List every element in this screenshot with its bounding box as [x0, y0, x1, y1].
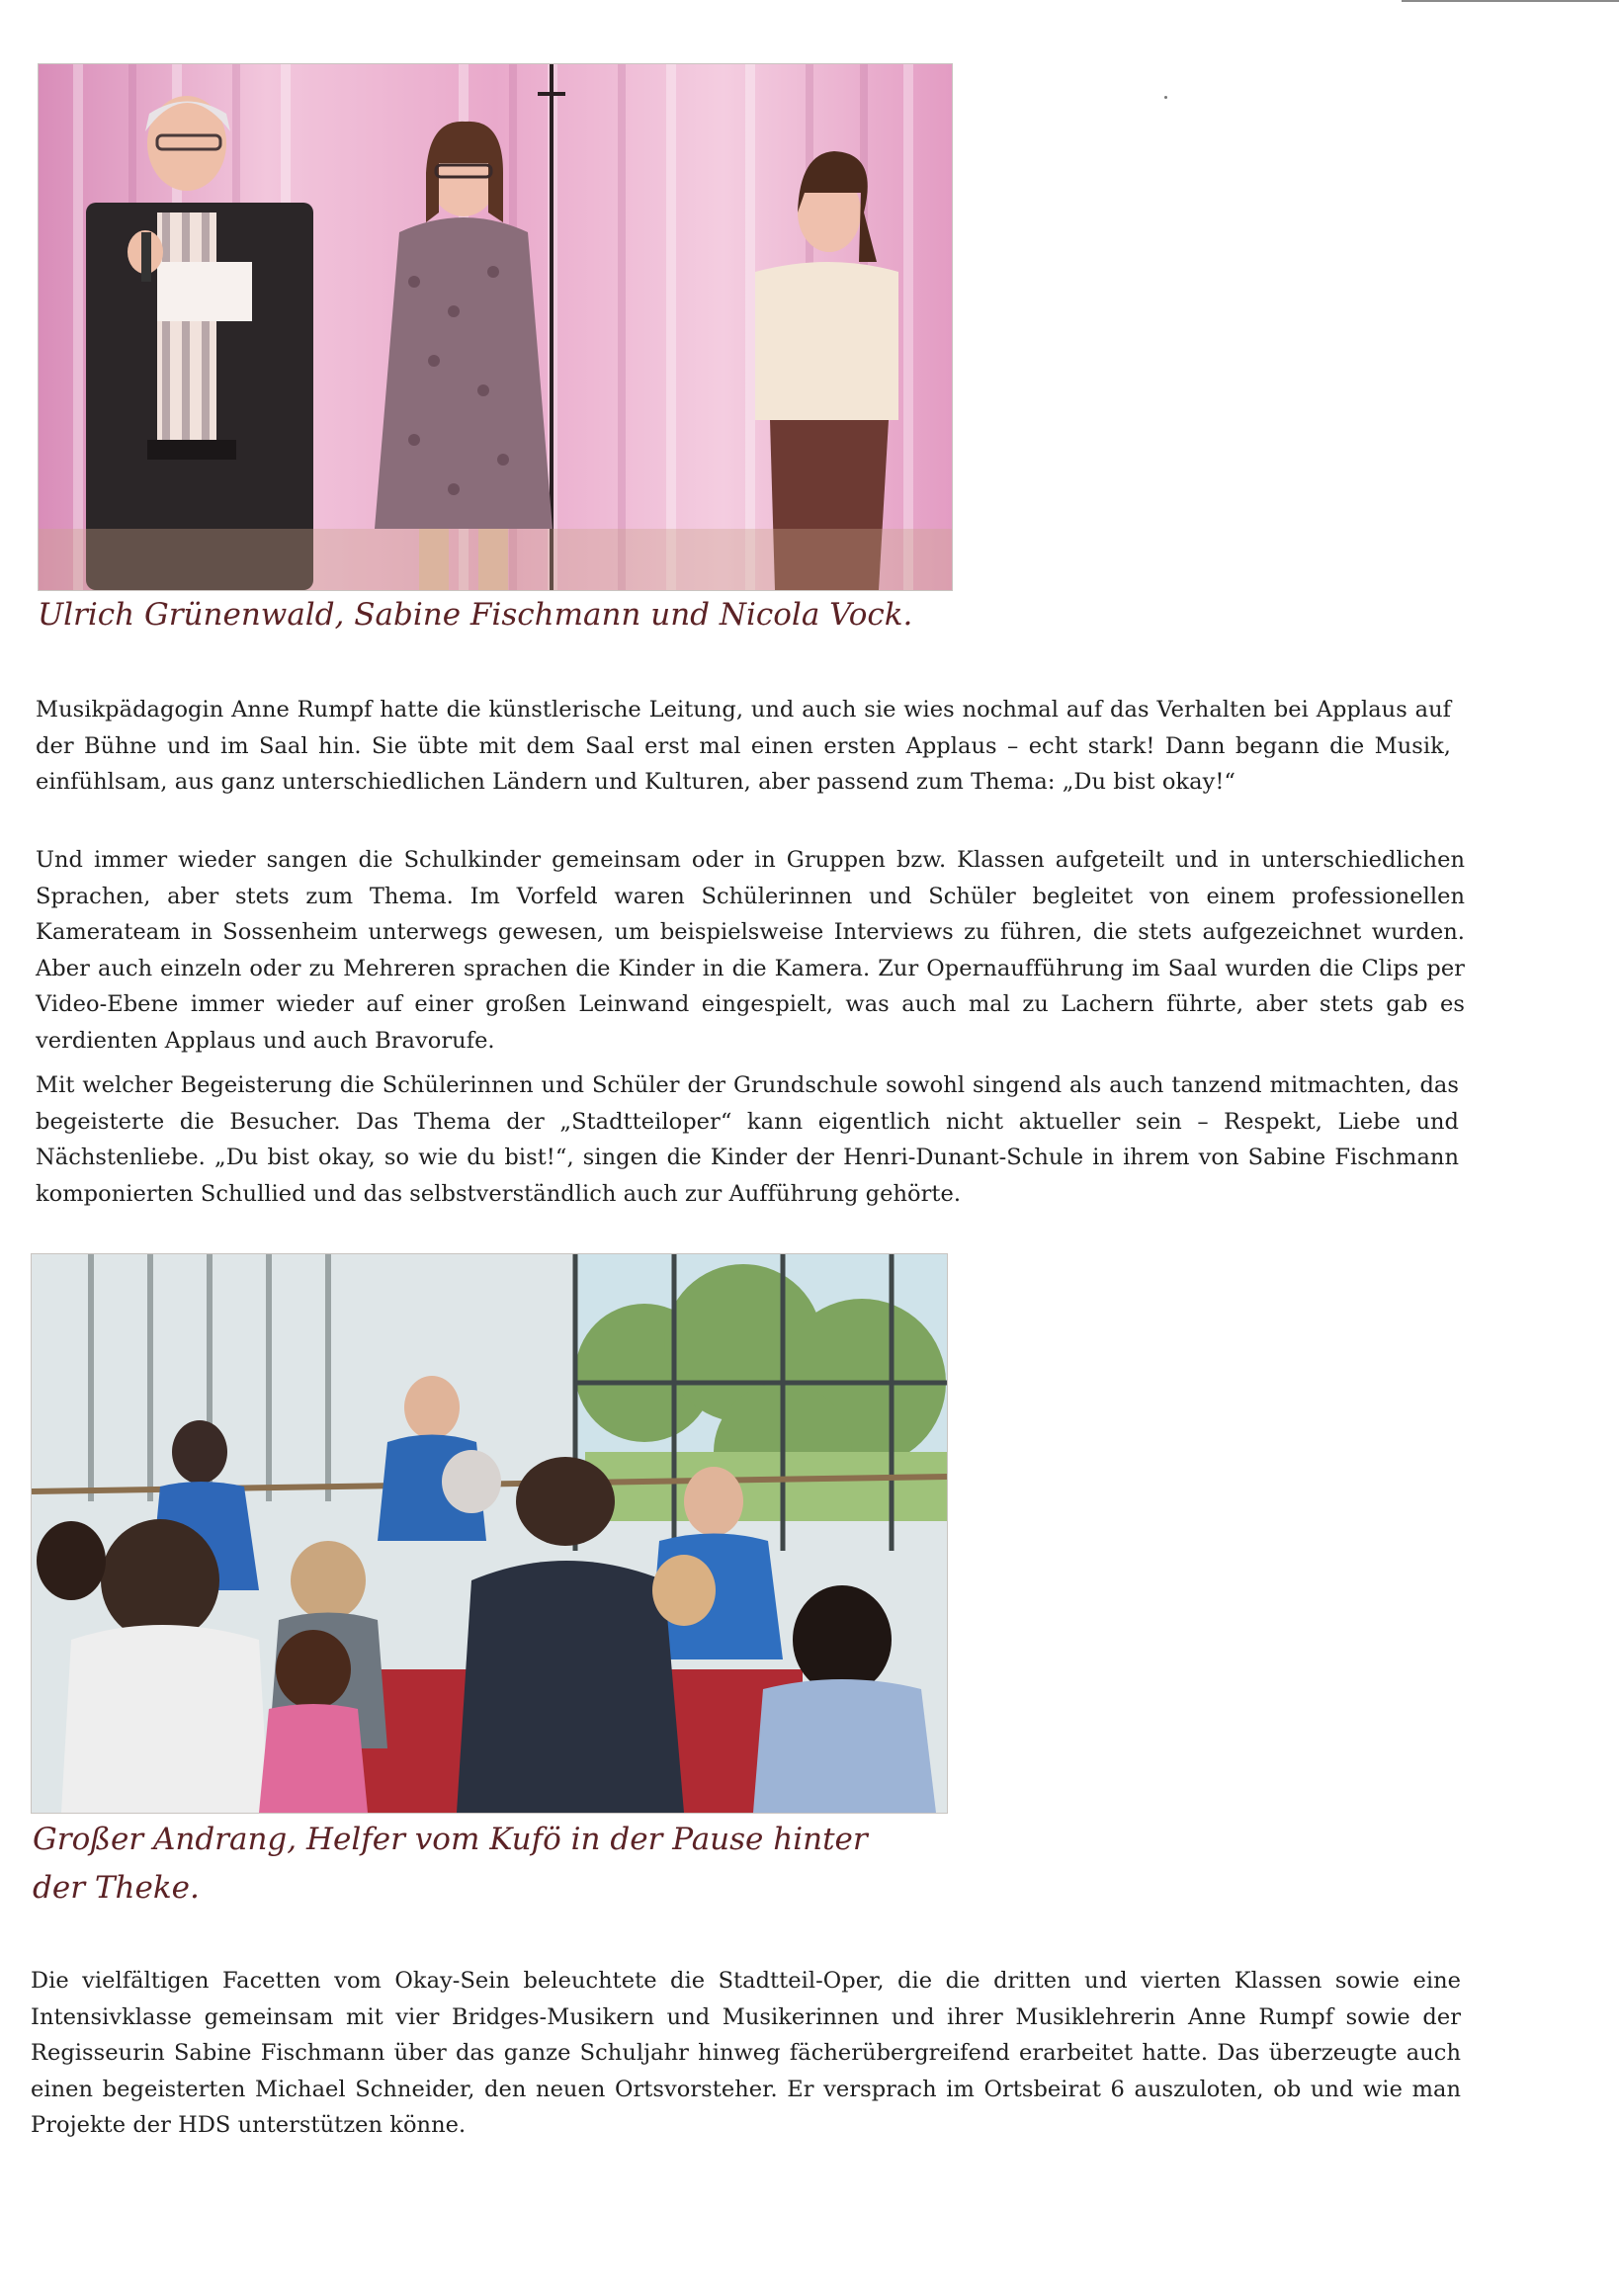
crowd-at-counter-photo-icon — [32, 1254, 947, 1813]
paragraph-2: Und immer wieder sangen die Schulkinder gemeinsam oder in Gruppen bzw. Klassen aufgeteilt und in unterschiedlichen Sprachen, aber stets zum Thema. Im Vorfeld waren Schülerinnen und Schüler begleitet von einem professionellen Kamerateam in Sossenheim unterwegs gewesen, um beispielsweise Interviews zu führen, die stets aufgezeichnet wurden. Aber auch einzeln oder zu Mehreren sprachen die Kinder in die Kamera. Zur Opernaufführung im Saal wurden die Clips per Video-Ebene immer wieder auf einer großen Leinwand eingespielt, was auch mal zu Lachern führte, aber stets gab es verdienten Applaus und auch Bravorufe. — [36, 847, 1465, 1054]
scan-edge-line — [1402, 0, 1619, 2]
photo-caption-2: Großer Andrang, Helfer vom Kufö in der Pause hinter der Theke. — [33, 1822, 868, 1906]
scan-speck — [1164, 96, 1167, 99]
paragraph-3: Mit welcher Begeisterung die Schülerinnen und Schüler der Grundschule sowohl singend als auch tanzend mitmachten, das begeisterte die Besucher. Das Thema der „Stadtteiloper“ kann eigentlich nicht aktueller sein – Respekt, Liebe und Nächstenliebe. „Du bist okay, so wie du bist!“, singen die Kinder der Henri-Dunant-Schule in ihrem von Sabine Fischmann komponierten Schullied und das selbstverständlich auch zur Aufführung gehörte. — [36, 1072, 1459, 1207]
paragraph-1: Musikpädagogin Anne Rumpf hatte die künstlerische Leitung, und auch sie wies nochmal auf das Verhalten bei Applaus auf der Bühne und im Saal hin. Sie übte mit dem Saal erst mal einen ersten Applaus – echt stark! Dann begann die Musik, einfühlsam, aus ganz unterschiedlichen Ländern und Kulturen, aber passend zum Thema: „Du bist okay!“ — [36, 697, 1451, 795]
stage-photo-three-people-icon — [39, 64, 952, 590]
crowd-photo — [31, 1253, 948, 1814]
photo-caption-1: Ulrich Grünenwald, Sabine Fischmann und Nicola Vock. — [38, 597, 913, 633]
paragraph-4: Die vielfältigen Facetten vom Okay-Sein beleuchtete die Stadtteil-Oper, die die dritten und vierten Klassen sowie eine Intensivklasse gemeinsam mit vier Bridges-Musikern und Musikerinnen und ihrer Musiklehrerin Anne Rumpf sowie der Regisseurin Sabine Fischmann über das ganze Schuljahr hinweg fächerübergreifend erarbeitet hatte. Das überzeugte auch einen begeisterten Michael Schneider, den neuen Ortsvorsteher. Er versprach im Ortsbeirat 6 auszuloten, ob und wie man Projekte der HDS unterstützen könne. — [31, 1968, 1461, 2138]
stage-photo — [38, 63, 953, 591]
